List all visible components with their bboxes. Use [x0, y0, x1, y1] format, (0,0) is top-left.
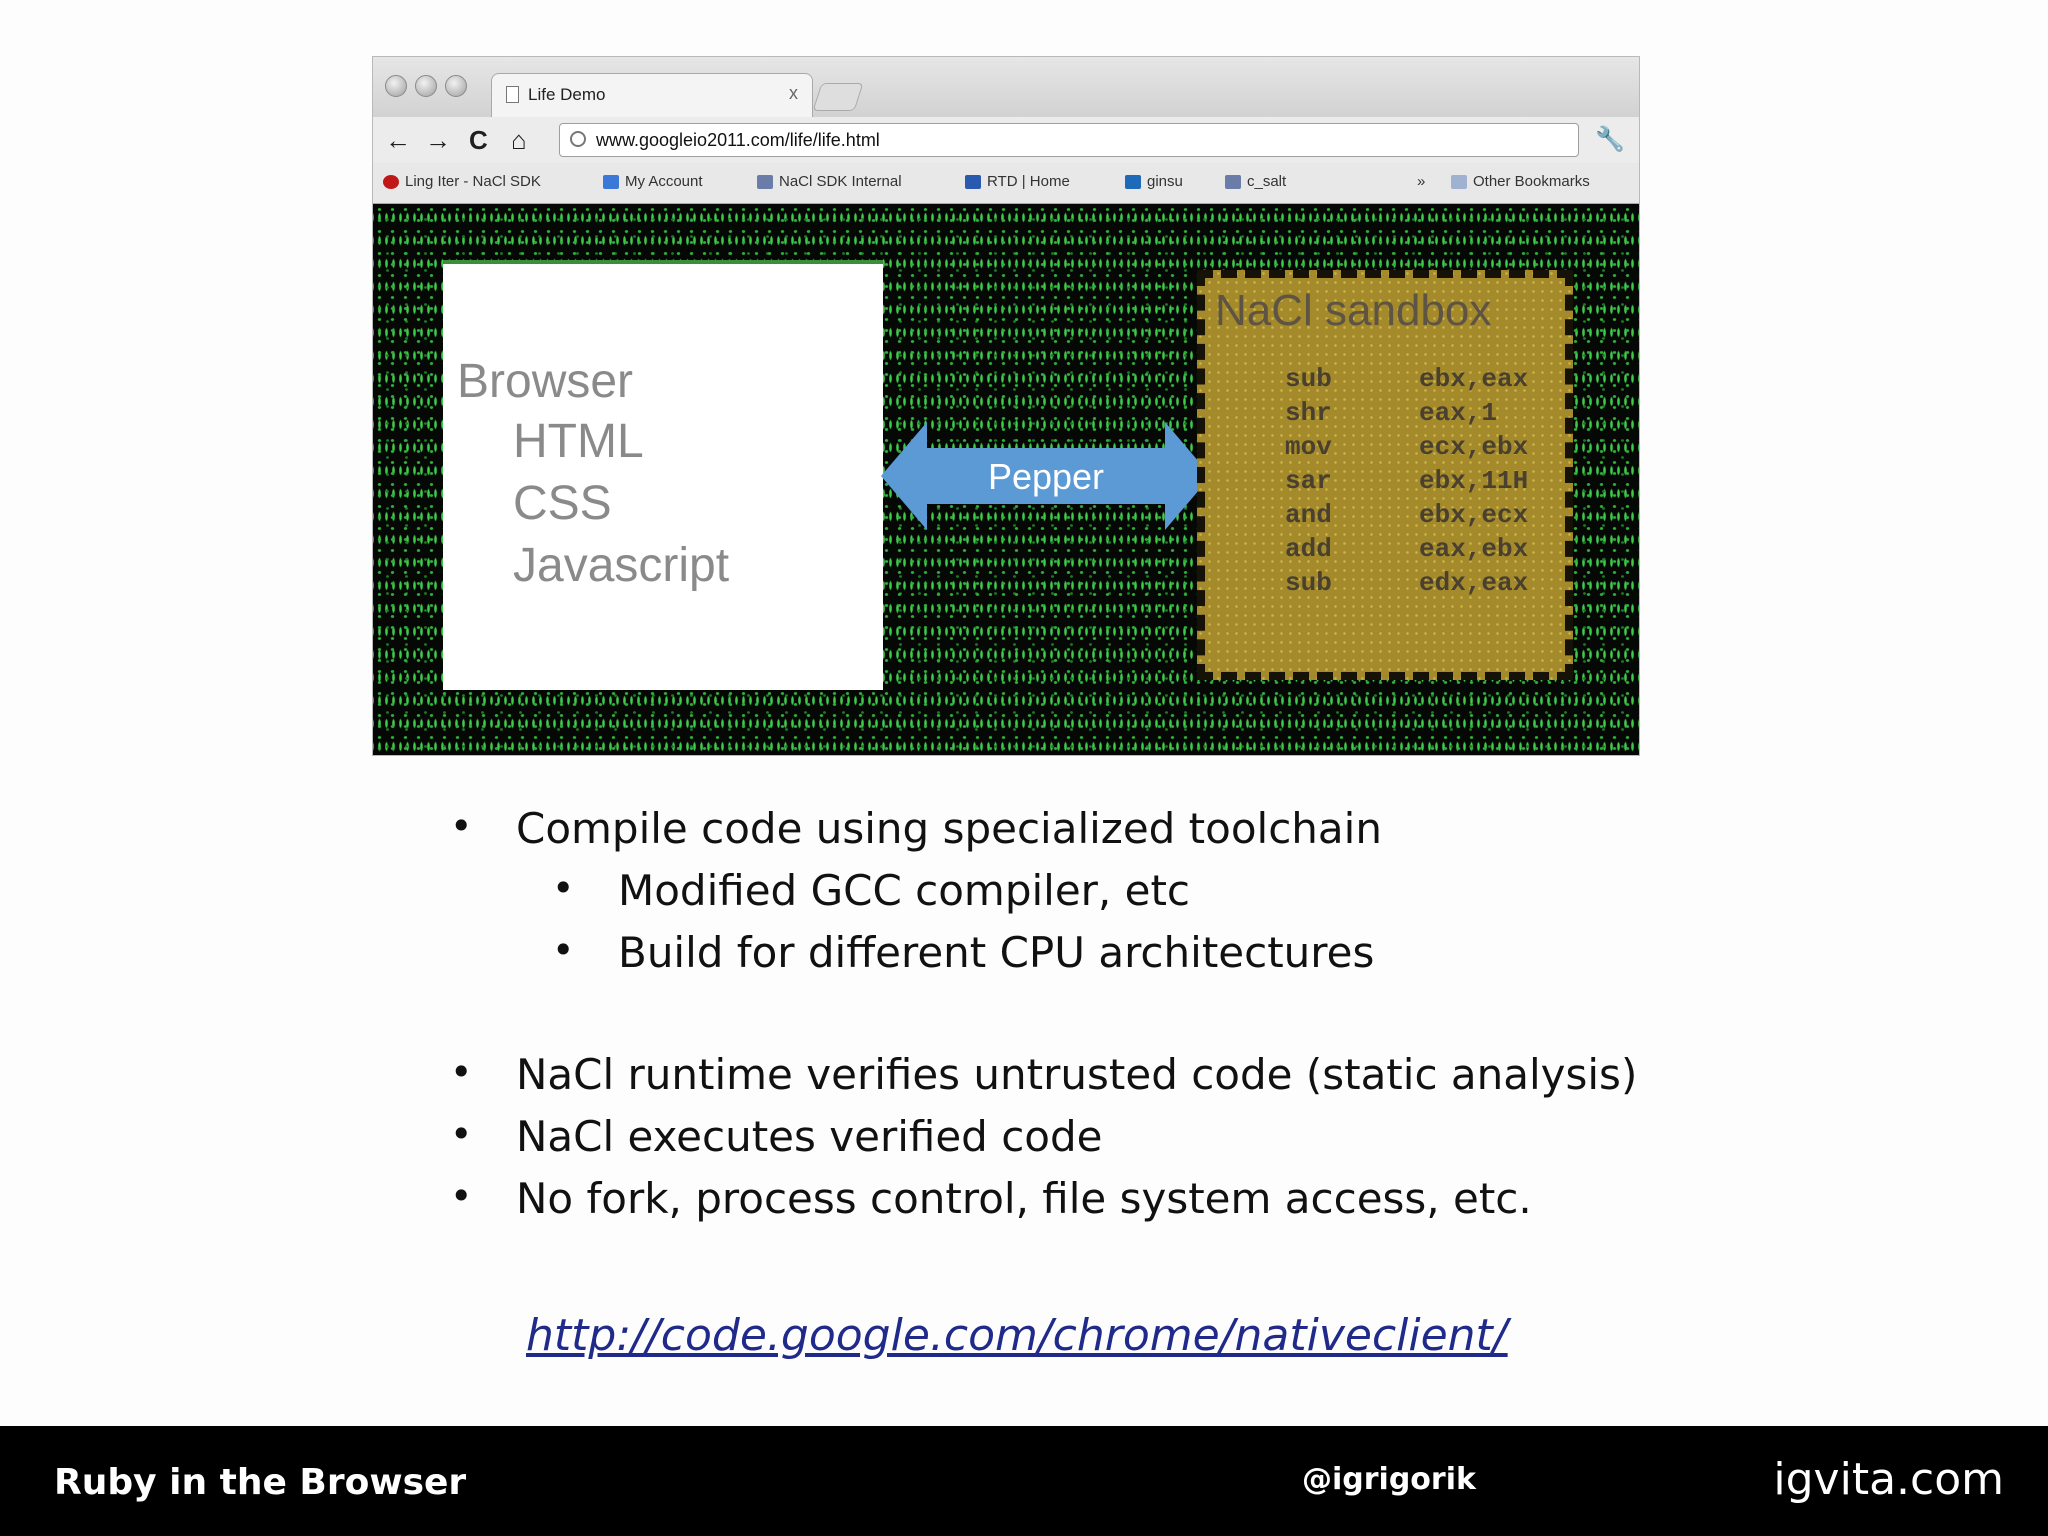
page-icon [757, 175, 773, 189]
page-icon [506, 86, 519, 103]
bookmark-item: ginsu [1125, 173, 1183, 190]
bookmark-item: RTD | Home [965, 173, 1070, 190]
bullet-item: • Compile code using specialized toolchain [450, 804, 1382, 853]
close-window-icon [385, 75, 407, 97]
back-icon: ← [385, 125, 411, 155]
browser-screenshot [372, 56, 1640, 756]
reload-icon: C [469, 125, 488, 155]
pepper-label: Pepper [987, 456, 1105, 497]
asm-row: sub edx,eax [1285, 568, 1529, 598]
bookmark-item: Ling Iter - NaCl SDK [383, 173, 541, 190]
globe-icon [570, 131, 586, 147]
window-controls [385, 75, 467, 97]
browser-toolbar [373, 117, 1639, 164]
new-tab-icon [812, 83, 863, 111]
red-circle-icon [383, 175, 399, 189]
wrench-icon: 🔧 [1595, 126, 1625, 153]
footer-handle: @igrigorik [1302, 1462, 1476, 1497]
nativeclient-link[interactable]: http://code.google.com/chrome/nativeclient/ [526, 1310, 1508, 1361]
bullet-item: • NaCl runtime verifies untrusted code (static analysis) [450, 1050, 1638, 1099]
bullet-item: • No fork, process control, file system access, etc. [450, 1174, 1532, 1223]
bookmark-item: c_salt [1225, 173, 1286, 190]
tab-close-icon: x [789, 83, 798, 103]
computer-icon [965, 175, 981, 189]
assembly-listing [1285, 362, 1545, 600]
asm-row: and ebx,ecx [1285, 500, 1529, 530]
footer-site: igvita.com [1773, 1454, 2004, 1505]
bookmark-overflow-icon: » [1417, 173, 1426, 190]
asm-row: sub ebx,eax [1285, 364, 1529, 394]
browser-label: Browser [457, 355, 634, 408]
url-text: www.googleio2011.com/life/life.html [596, 130, 880, 150]
asm-row: mov ecx,ebx [1285, 432, 1529, 462]
bullet-item: • NaCl executes verified code [450, 1112, 1103, 1161]
minimize-window-icon [415, 75, 437, 97]
css-label: CSS [513, 477, 612, 530]
zoom-window-icon [445, 75, 467, 97]
asm-row: shr eax,1 [1285, 398, 1498, 428]
slide-footer [0, 1426, 2048, 1536]
bookmark-item: My Account [603, 173, 703, 190]
sandbox-title: NaCl sandbox [1215, 286, 1492, 335]
tab-strip [373, 57, 1639, 117]
page-icon [1225, 175, 1241, 189]
bookmark-item: NaCl SDK Internal [757, 173, 902, 190]
google-apps-icon [603, 175, 619, 189]
asm-row: add eax,ebx [1285, 534, 1529, 564]
sub-bullet-item: • Build for different CPU architectures [552, 928, 1375, 977]
asm-row: sar ebx,11H [1285, 466, 1529, 496]
house-icon [1125, 175, 1141, 189]
address-bar [559, 123, 1579, 157]
nacl-sandbox [1197, 270, 1573, 680]
other-bookmarks: Other Bookmarks [1451, 173, 1590, 190]
page-viewport [373, 204, 1639, 755]
folder-icon [1451, 175, 1467, 189]
sub-bullet-item: • Modified GCC compiler, etc [552, 866, 1191, 915]
tab-title: Life Demo [528, 85, 606, 104]
home-icon: ⌂ [511, 125, 527, 155]
javascript-label: Javascript [513, 539, 730, 592]
browser-box [443, 260, 883, 690]
forward-icon: → [425, 125, 451, 155]
html-label: HTML [513, 415, 644, 468]
tab-life-demo [491, 73, 813, 117]
footer-title: Ruby in the Browser [54, 1462, 467, 1503]
bookmarks-bar [373, 163, 1639, 204]
